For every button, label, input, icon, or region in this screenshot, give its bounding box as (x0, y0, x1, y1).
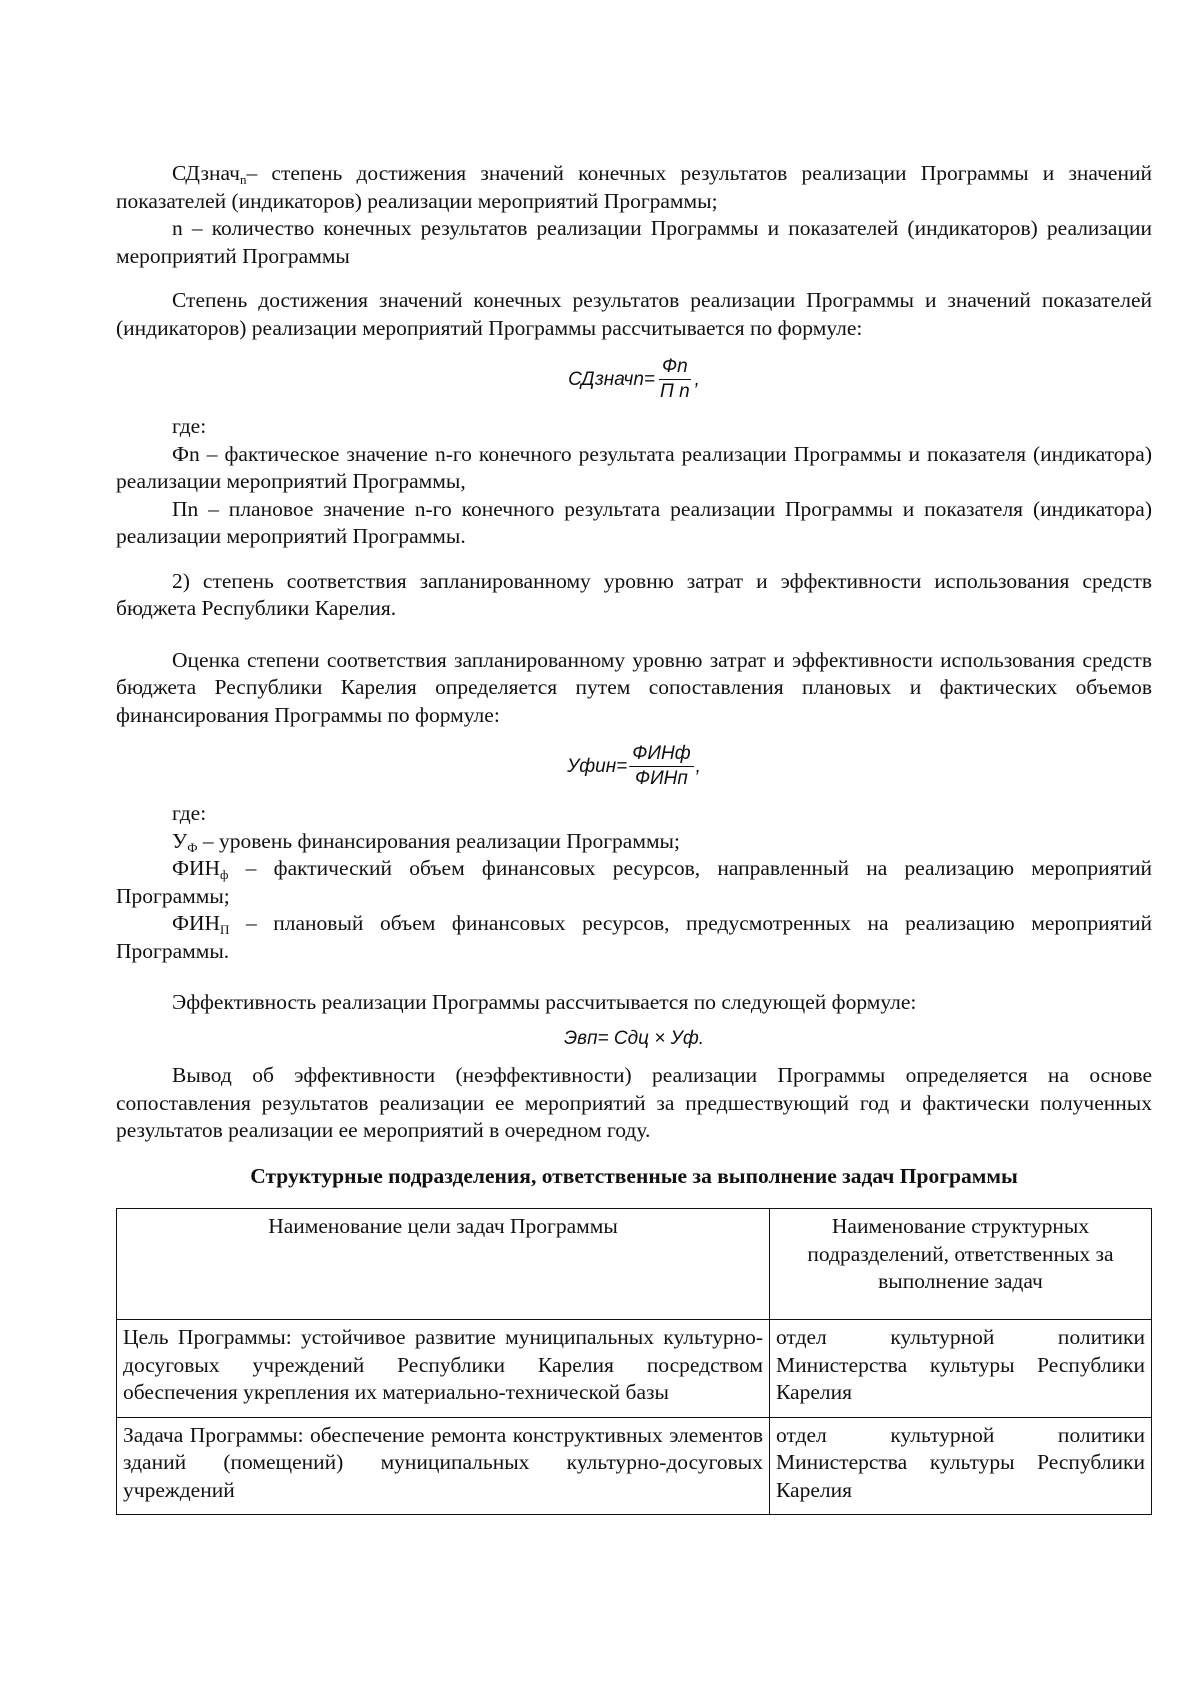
symbol-finf: ФИН (172, 856, 221, 880)
symbol-finf-subscript: ф (220, 867, 229, 882)
symbol-sd-subscript: n (239, 172, 247, 187)
table-row (117, 1320, 1152, 1418)
table-cell-goal: Цель Программы: устойчивое развитие муниципальных культурно-досуговых учреждений Республики Карелия посредством обеспечения укрепления их материально-технической базы (117, 1320, 770, 1418)
definition-n: n – количество конечных результатов реализации Программы и показателей (индикаторов) реализации мероприятий Программы (116, 216, 1152, 268)
paragraph-degree: Степень достижения значений конечных результатов реализации Программы и значений показателей (индикаторов) реализации мероприятий Программы рассчитывается по формуле: (116, 288, 1152, 340)
where-label-2: где: (172, 801, 207, 825)
symbol-sd: СДзнач (172, 161, 240, 185)
table-title: Структурные подразделения, ответственные за выполнение задач Программы (250, 1163, 1018, 1188)
definition-pn: Пn – плановое значение n-го конечного результата реализации Программы и показателя (индикатора) реализации мероприятий Программы. (116, 496, 1152, 548)
definition-finf-text: – фактический объем финансовых ресурсов, направленный на реализацию мероприятий Программы; (116, 856, 1152, 908)
formula-evp-expression: Эвп= Сдц × Уф (564, 1027, 699, 1049)
formula-sd-lhs: СДзначn= (568, 368, 656, 390)
where-label-1: где: (172, 414, 207, 438)
formula-sd-numerator: Фn (659, 356, 691, 380)
definition-uf-text: – уровень финансирования реализации Программы; (197, 828, 680, 853)
formula-sd-fraction (657, 356, 693, 403)
symbol-uf-subscript: Ф (187, 839, 198, 855)
item-2: 2) степень соответствия запланированному уровню затрат и эффективности использования средств бюджета Республики Карелия. (116, 568, 1152, 620)
document-page (116, 160, 1152, 1515)
definition-sd-text: – степень достижения значений конечных результатов реализации Программы и значений показателей (индикаторов) реализации мероприятий Программы; (116, 161, 1152, 213)
paragraph-conclusion: Вывод об эффективности (неэффективности) реализации Программы определяется на основе сопоставления результатов реализации ее мероприятий за предшествующий год и фактически полученных результатов реализации ее мероприятий в очередном году. (116, 1063, 1152, 1142)
symbol-uf: У (172, 828, 188, 853)
definition-uf (116, 828, 1152, 856)
formula-evp-period: . (698, 1027, 704, 1049)
table-cell-goal: Задача Программы: обеспечение ремонта конструктивных элементов зданий (помещений) муниципальных культурно-досуговых учреждений (117, 1417, 770, 1515)
table-header-departments: Наименование структурных подразделений, ответственных за выполнение задач (770, 1209, 1152, 1320)
symbol-finp: ФИН (172, 911, 221, 935)
formula-ufin-lhs: Уфин= (567, 755, 628, 777)
formula-sd-denominator: П n (660, 381, 690, 402)
table-header-row (117, 1209, 1152, 1320)
formula-ufin-fraction (629, 743, 693, 790)
formula-ufin (116, 743, 1152, 790)
formula-sd-comma: , (694, 368, 700, 390)
definition-fn: Фn – фактическое значение n-го конечного результата реализации Программы и показателя (индикатора) реализации мероприятий Программы, (116, 441, 1152, 493)
table-cell-department: отдел культурной политики Министерства культуры Республики Карелия (770, 1417, 1152, 1515)
paragraph-efficiency: Эффективность реализации Программы рассчитывается по следующей формуле: (172, 990, 917, 1014)
definition-finf (116, 855, 1152, 910)
formula-sd (116, 356, 1152, 403)
table-cell-department: отдел культурной политики Министерства культуры Республики Карелия (770, 1320, 1152, 1418)
responsibility-table (116, 1208, 1152, 1515)
formula-evp (116, 1025, 1152, 1053)
formula-ufin-numerator: ФИНф (629, 743, 693, 767)
formula-ufin-comma: , (695, 755, 701, 777)
table-row (117, 1417, 1152, 1515)
table-header-goal: Наименование цели задач Программы (117, 1209, 770, 1320)
definition-finp-text: – плановый объем финансовых ресурсов, предусмотренных на реализацию мероприятий Программы. (116, 911, 1152, 963)
paragraph-assessment: Оценка степени соответствия запланированному уровню затрат и эффективности использования средств бюджета Республики Карелия определяется путем сопоставления плановых и фактических объемов финансирования Программы по формуле: (116, 647, 1152, 727)
definition-finp (116, 910, 1152, 965)
definition-sd (116, 160, 1152, 215)
formula-ufin-denominator: ФИНп (634, 768, 688, 789)
symbol-finp-subscript: П (220, 922, 230, 937)
